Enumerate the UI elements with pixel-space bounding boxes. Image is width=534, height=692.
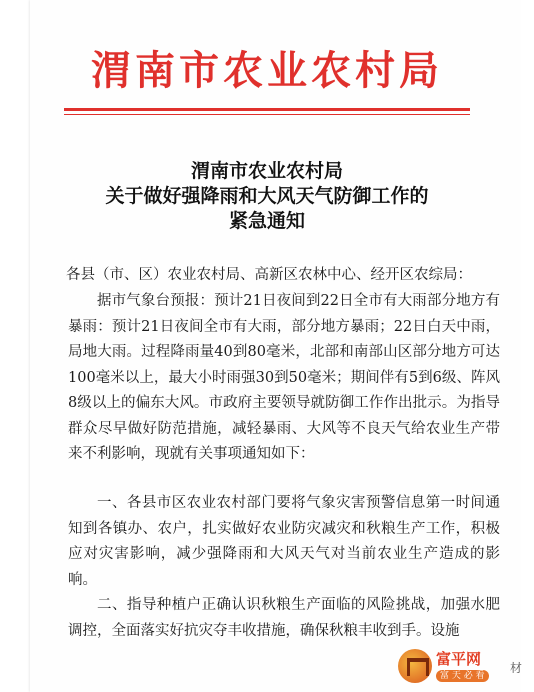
document-header: 渭南市农业农村局 xyxy=(91,48,443,94)
document-title-line-1: 渭南市农业农村局 xyxy=(190,160,343,182)
watermark-logo-icon xyxy=(398,649,432,683)
paragraph-item-2: 二、指导种植户正确认识秋粮生产面临的风险挑战，加强水肥调控，全面落实好抗灾夺丰收措施，确保秋粮丰收到手。设施 xyxy=(68,597,500,639)
watermark-title: 富平网 xyxy=(436,649,482,668)
header-rule-thick xyxy=(64,108,470,111)
document-title-line-2: 关于做好强降雨和大风天气防御工作的 xyxy=(105,185,429,207)
paragraph-item-1: 一、各县市区农业农村部门要将气象灾害预警信息第一时间通知到各镇办、农户，扎实做好农业防灾减灾和秋粮生产工作，积极应对灾害影响，减少强降雨和大风天气对当前农业生产造成的影响。 xyxy=(68,495,500,588)
site-watermark xyxy=(398,646,528,686)
salutation: 各县（市、区）农业农村局、高新区农林中心、经开区农综局： xyxy=(66,267,472,283)
document-title-line-3: 紧急通知 xyxy=(228,210,305,232)
header-rule-thin xyxy=(64,114,470,115)
watermark-subtitle: 富 天 必 看 xyxy=(436,670,489,682)
paragraph-forecast: 据市气象台预报：预计21日夜间到22日全市有大雨部分地方有暴雨：预计21日夜间全市有大雨，部分地方暴雨；22日白天中雨，局地大雨。过程降雨量40到80毫米，北部和南部山区部分地方可达100毫米以上，最大小时雨强30到50毫米；期间伴有5到6级、阵风8级以上的偏东大风。市政府主要领导就防御工作作出批示。为指导群众尽早做好防范措施，减轻暴雨、大风等不良天气给农业生产带来不利影响，现就有关事项通知如下： xyxy=(68,293,500,462)
watermark-tail-text: 材 xyxy=(510,661,523,675)
